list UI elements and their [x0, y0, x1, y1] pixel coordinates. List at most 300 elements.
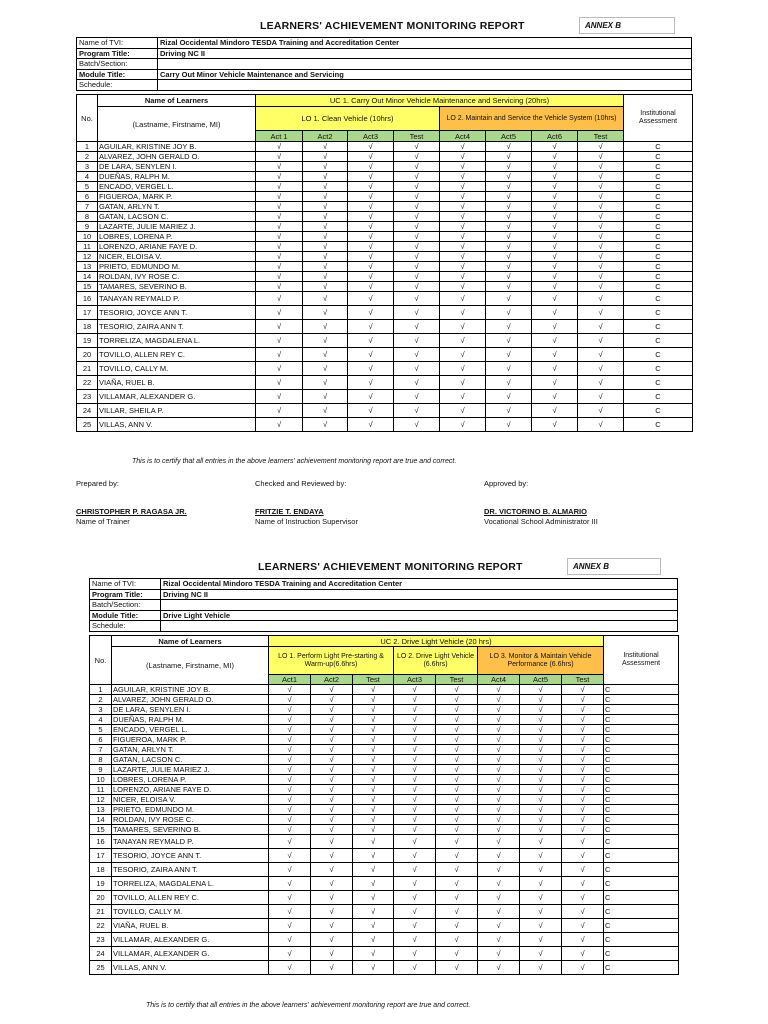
assessment-cell: C: [604, 947, 679, 961]
check-cell: √: [440, 404, 486, 418]
check-cell: √: [303, 306, 348, 320]
check-cell: √: [520, 785, 562, 795]
assessment-cell: C: [604, 745, 679, 755]
check-cell: √: [311, 947, 353, 961]
check-cell: √: [348, 202, 394, 212]
check-cell: √: [303, 334, 348, 348]
check-cell: √: [256, 182, 303, 192]
check-cell: √: [562, 755, 604, 765]
table-row: [77, 212, 693, 222]
check-cell: √: [311, 877, 353, 891]
check-cell: √: [394, 202, 440, 212]
assessment-cell: C: [604, 765, 679, 775]
check-cell: √: [256, 242, 303, 252]
schedule-label: Schedule:: [77, 80, 158, 91]
table-row: [77, 306, 693, 320]
table-row: [77, 202, 693, 212]
check-cell: √: [478, 905, 520, 919]
check-cell: √: [578, 232, 624, 242]
check-cell: √: [486, 404, 532, 418]
check-cell: √: [486, 262, 532, 272]
check-cell: √: [440, 252, 486, 262]
check-cell: √: [394, 242, 440, 252]
check-cell: √: [353, 835, 394, 849]
learner-name: LAZARTE, JULIE MARIEZ J.: [98, 222, 256, 232]
check-cell: √: [532, 320, 578, 334]
check-cell: √: [348, 348, 394, 362]
table-row: [77, 142, 693, 152]
check-cell: √: [486, 222, 532, 232]
activity-header: Test: [436, 675, 478, 685]
table-row: [90, 919, 679, 933]
row-number: 17: [90, 849, 112, 863]
check-cell: √: [532, 182, 578, 192]
schedule-value: [161, 621, 678, 632]
assessment-cell: C: [604, 805, 679, 815]
assessment-cell: C: [624, 152, 693, 162]
learner-name: NICER, ELOISA V.: [98, 252, 256, 262]
check-cell: √: [478, 933, 520, 947]
check-cell: √: [303, 348, 348, 362]
check-cell: √: [394, 272, 440, 282]
check-cell: √: [532, 376, 578, 390]
tvi-value: Rizal Occidental Mindoro TESDA Training and Accreditation Center: [161, 579, 678, 590]
check-cell: √: [532, 306, 578, 320]
check-cell: √: [353, 905, 394, 919]
assessment-cell: C: [624, 202, 693, 212]
check-cell: √: [394, 765, 436, 775]
table-row: [90, 933, 679, 947]
check-cell: √: [440, 320, 486, 334]
check-cell: √: [394, 933, 436, 947]
check-cell: √: [353, 755, 394, 765]
check-cell: √: [440, 262, 486, 272]
annex-label: ANNEX B: [567, 558, 661, 575]
check-cell: √: [353, 725, 394, 735]
row-number: 12: [77, 252, 98, 262]
check-cell: √: [562, 775, 604, 785]
module-label: Module Title:: [90, 610, 161, 621]
table-row: [90, 695, 679, 705]
check-cell: √: [353, 849, 394, 863]
check-cell: √: [486, 390, 532, 404]
check-cell: √: [440, 376, 486, 390]
learner-name: LOBRES, LORENA P.: [98, 232, 256, 242]
check-cell: √: [436, 863, 478, 877]
check-cell: √: [394, 320, 440, 334]
check-cell: √: [478, 919, 520, 933]
check-cell: √: [578, 306, 624, 320]
check-cell: √: [578, 262, 624, 272]
check-cell: √: [520, 725, 562, 735]
row-number: 9: [90, 765, 112, 775]
check-cell: √: [256, 222, 303, 232]
check-cell: √: [562, 961, 604, 975]
check-cell: √: [578, 282, 624, 292]
lo-header: LO 2. Maintain and Service the Vehicle System (10hrs): [440, 107, 624, 131]
table-row: [77, 262, 693, 272]
check-cell: √: [478, 815, 520, 825]
check-cell: √: [303, 362, 348, 376]
learner-name: VILLAS, ANN V.: [98, 418, 256, 432]
check-cell: √: [486, 152, 532, 162]
row-number: 5: [77, 182, 98, 192]
no-header: No.: [77, 95, 98, 142]
assessment-cell: C: [604, 835, 679, 849]
check-cell: √: [578, 376, 624, 390]
report-title: LEARNERS' ACHIEVEMENT MONITORING REPORT: [258, 561, 523, 573]
check-cell: √: [478, 863, 520, 877]
check-cell: √: [520, 905, 562, 919]
learner-name: VIAÑA, RUEL B.: [98, 376, 256, 390]
check-cell: √: [486, 212, 532, 222]
row-number: 11: [90, 785, 112, 795]
table-row: [77, 172, 693, 182]
check-cell: √: [353, 891, 394, 905]
check-cell: √: [394, 849, 436, 863]
check-cell: √: [269, 863, 311, 877]
check-cell: √: [311, 725, 353, 735]
check-cell: √: [478, 961, 520, 975]
table-row: [77, 182, 693, 192]
row-number: 24: [90, 947, 112, 961]
check-cell: √: [578, 192, 624, 202]
learner-name: TANAYAN REYMALD P.: [98, 292, 256, 306]
check-cell: √: [478, 947, 520, 961]
activity-header: Test: [562, 675, 604, 685]
check-cell: √: [353, 795, 394, 805]
check-cell: √: [348, 142, 394, 152]
check-cell: √: [486, 252, 532, 262]
check-cell: √: [303, 390, 348, 404]
row-number: 17: [77, 306, 98, 320]
check-cell: √: [348, 182, 394, 192]
check-cell: √: [394, 785, 436, 795]
table-row: [77, 272, 693, 282]
check-cell: √: [311, 785, 353, 795]
check-cell: √: [311, 815, 353, 825]
annex-label: ANNEX B: [579, 17, 675, 34]
assessment-cell: C: [604, 849, 679, 863]
row-number: 15: [77, 282, 98, 292]
check-cell: √: [303, 192, 348, 202]
table-row: [90, 755, 679, 765]
check-cell: √: [520, 805, 562, 815]
check-cell: √: [256, 232, 303, 242]
check-cell: √: [478, 891, 520, 905]
row-number: 23: [90, 933, 112, 947]
row-number: 3: [90, 705, 112, 715]
learner-name: VILLAS, ANN V.: [112, 961, 269, 975]
check-cell: √: [440, 142, 486, 152]
check-cell: √: [348, 334, 394, 348]
check-cell: √: [256, 418, 303, 432]
check-cell: √: [256, 362, 303, 376]
table-row: [90, 825, 679, 835]
check-cell: √: [440, 292, 486, 306]
check-cell: √: [311, 745, 353, 755]
check-cell: √: [562, 863, 604, 877]
check-cell: √: [520, 795, 562, 805]
check-cell: √: [348, 172, 394, 182]
check-cell: √: [353, 877, 394, 891]
check-cell: √: [394, 715, 436, 725]
check-cell: √: [532, 282, 578, 292]
check-cell: √: [478, 795, 520, 805]
check-cell: √: [578, 202, 624, 212]
learner-name: VIAÑA, RUEL B.: [112, 919, 269, 933]
check-cell: √: [520, 695, 562, 705]
check-cell: √: [348, 242, 394, 252]
check-cell: √: [486, 376, 532, 390]
check-cell: √: [348, 320, 394, 334]
table-row: [77, 376, 693, 390]
table-row: [90, 725, 679, 735]
check-cell: √: [478, 775, 520, 785]
check-cell: √: [440, 172, 486, 182]
row-number: 14: [77, 272, 98, 282]
table-row: [77, 348, 693, 362]
info-table: [76, 37, 692, 91]
learner-name: TOVILLO, ALLEN REY C.: [98, 348, 256, 362]
assessment-cell: C: [624, 242, 693, 252]
check-cell: √: [440, 334, 486, 348]
check-cell: √: [436, 725, 478, 735]
assessment-cell: C: [604, 795, 679, 805]
row-number: 6: [90, 735, 112, 745]
check-cell: √: [394, 292, 440, 306]
learner-name: ALVAREZ, JOHN GERALD O.: [112, 695, 269, 705]
check-cell: √: [436, 745, 478, 755]
assessment-cell: C: [604, 705, 679, 715]
check-cell: √: [394, 835, 436, 849]
check-cell: √: [440, 232, 486, 242]
learner-name: TOVILLO, CALLY M.: [98, 362, 256, 376]
check-cell: √: [303, 172, 348, 182]
check-cell: √: [440, 242, 486, 252]
check-cell: √: [578, 320, 624, 334]
module-label: Module Title:: [77, 69, 158, 80]
certify-text: This is to certify that all entries in the above learners' achievement monitoring report are true and correct.: [146, 1002, 471, 1009]
check-cell: √: [348, 252, 394, 262]
check-cell: √: [478, 695, 520, 705]
check-cell: √: [436, 815, 478, 825]
check-cell: √: [578, 162, 624, 172]
check-cell: √: [303, 320, 348, 334]
assessment-cell: C: [624, 232, 693, 242]
check-cell: √: [478, 725, 520, 735]
assessment-cell: C: [624, 348, 693, 362]
check-cell: √: [486, 162, 532, 172]
lo-header: LO 1. Perform Light Pre-starting & Warm-up(6.6hrs): [269, 647, 394, 675]
check-cell: √: [303, 242, 348, 252]
batch-value: [158, 59, 692, 70]
row-number: 15: [90, 825, 112, 835]
table-row: [77, 192, 693, 202]
check-cell: √: [440, 282, 486, 292]
certify-text: This is to certify that all entries in the above learners' achievement monitoring report are true and correct.: [132, 458, 457, 465]
check-cell: √: [578, 182, 624, 192]
check-cell: √: [440, 212, 486, 222]
check-cell: √: [440, 348, 486, 362]
assessment-cell: C: [624, 262, 693, 272]
check-cell: √: [562, 695, 604, 705]
check-cell: √: [436, 805, 478, 815]
info-table: [89, 578, 678, 632]
assessment-cell: C: [604, 877, 679, 891]
check-cell: √: [478, 765, 520, 775]
check-cell: √: [353, 919, 394, 933]
check-cell: √: [562, 933, 604, 947]
check-cell: √: [436, 775, 478, 785]
check-cell: √: [562, 877, 604, 891]
learner-name: VILLAMAR, ALEXANDER G.: [98, 390, 256, 404]
assessment-cell: C: [624, 292, 693, 306]
learner-name: TANAYAN REYMALD P.: [112, 835, 269, 849]
check-cell: √: [520, 933, 562, 947]
check-cell: √: [578, 212, 624, 222]
module-value: Carry Out Minor Vehicle Maintenance and Servicing: [158, 69, 692, 80]
check-cell: √: [562, 745, 604, 755]
check-cell: √: [578, 252, 624, 262]
activity-header: Act5: [486, 131, 532, 142]
assessment-cell: C: [604, 825, 679, 835]
check-cell: √: [303, 212, 348, 222]
check-cell: √: [394, 376, 440, 390]
learner-name: FIGUEROA, MARK P.: [98, 192, 256, 202]
check-cell: √: [478, 785, 520, 795]
report-title: LEARNERS' ACHIEVEMENT MONITORING REPORT: [260, 20, 525, 32]
institutional-header: Institutional Assessment: [604, 636, 679, 685]
table-row: [90, 805, 679, 815]
check-cell: √: [303, 232, 348, 242]
learner-name: AGUILAR, KRISTINE JOY B.: [112, 685, 269, 695]
check-cell: √: [348, 222, 394, 232]
check-cell: √: [394, 947, 436, 961]
activity-header: Act6: [532, 131, 578, 142]
check-cell: √: [269, 891, 311, 905]
check-cell: √: [303, 272, 348, 282]
row-number: 18: [90, 863, 112, 877]
check-cell: √: [269, 745, 311, 755]
learner-name: TESORIO, ZAIRA ANN T.: [112, 863, 269, 877]
assessment-cell: C: [624, 282, 693, 292]
check-cell: √: [353, 863, 394, 877]
check-cell: √: [436, 961, 478, 975]
check-cell: √: [353, 745, 394, 755]
check-cell: √: [478, 745, 520, 755]
assessment-cell: C: [624, 376, 693, 390]
check-cell: √: [562, 735, 604, 745]
check-cell: √: [520, 765, 562, 775]
check-cell: √: [532, 232, 578, 242]
check-cell: √: [311, 805, 353, 815]
supervisor-name: FRITZIE T. ENDAYA: [255, 507, 324, 516]
check-cell: √: [532, 202, 578, 212]
row-number: 2: [90, 695, 112, 705]
check-cell: √: [394, 222, 440, 232]
check-cell: √: [436, 705, 478, 715]
check-cell: √: [256, 262, 303, 272]
check-cell: √: [353, 765, 394, 775]
check-cell: √: [394, 390, 440, 404]
check-cell: √: [486, 182, 532, 192]
check-cell: √: [394, 142, 440, 152]
check-cell: √: [436, 947, 478, 961]
row-number: 3: [77, 162, 98, 172]
learner-name: GATAN, LACSON C.: [98, 212, 256, 222]
table-row: [90, 705, 679, 715]
check-cell: √: [394, 725, 436, 735]
check-cell: √: [436, 933, 478, 947]
supervisor-title: Name of Instruction Supervisor: [255, 517, 358, 526]
check-cell: √: [520, 735, 562, 745]
check-cell: √: [532, 252, 578, 262]
table-row: [77, 404, 693, 418]
row-number: 25: [90, 961, 112, 975]
check-cell: √: [269, 835, 311, 849]
learner-name: NICER, ELOISA V.: [112, 795, 269, 805]
check-cell: √: [578, 272, 624, 282]
check-cell: √: [440, 182, 486, 192]
check-cell: √: [269, 961, 311, 975]
check-cell: √: [532, 222, 578, 232]
check-cell: √: [478, 735, 520, 745]
assessment-cell: C: [624, 212, 693, 222]
learner-name: PRIETO, EDMUNDO M.: [98, 262, 256, 272]
learner-name: TORRELIZA, MAGDALENA L.: [98, 334, 256, 348]
tvi-label: Name of TVI:: [77, 38, 158, 49]
assessment-cell: C: [604, 905, 679, 919]
check-cell: √: [348, 418, 394, 432]
check-cell: √: [256, 202, 303, 212]
check-cell: √: [348, 212, 394, 222]
table-row: [77, 320, 693, 334]
check-cell: √: [269, 877, 311, 891]
check-cell: √: [562, 825, 604, 835]
admin-name: DR. VICTORINO B. ALMARIO: [484, 507, 587, 516]
check-cell: √: [303, 162, 348, 172]
check-cell: √: [256, 142, 303, 152]
row-number: 4: [90, 715, 112, 725]
activity-header: Act2: [311, 675, 353, 685]
assessment-cell: C: [624, 272, 693, 282]
activity-header: Act3: [394, 675, 436, 685]
activity-header: Act4: [478, 675, 520, 685]
row-number: 7: [77, 202, 98, 212]
assessment-cell: C: [624, 418, 693, 432]
row-number: 20: [77, 348, 98, 362]
row-number: 23: [77, 390, 98, 404]
check-cell: √: [348, 404, 394, 418]
check-cell: √: [394, 877, 436, 891]
check-cell: √: [353, 785, 394, 795]
check-cell: √: [520, 835, 562, 849]
check-cell: √: [303, 282, 348, 292]
batch-label: Batch/Section:: [77, 59, 158, 70]
row-number: 6: [77, 192, 98, 202]
activity-header: Act1: [269, 675, 311, 685]
activity-header: Act4: [440, 131, 486, 142]
check-cell: √: [436, 715, 478, 725]
check-cell: √: [486, 334, 532, 348]
check-cell: √: [562, 919, 604, 933]
check-cell: √: [311, 863, 353, 877]
achievement-table-1: [76, 94, 693, 432]
check-cell: √: [486, 172, 532, 182]
check-cell: √: [440, 390, 486, 404]
check-cell: √: [353, 815, 394, 825]
